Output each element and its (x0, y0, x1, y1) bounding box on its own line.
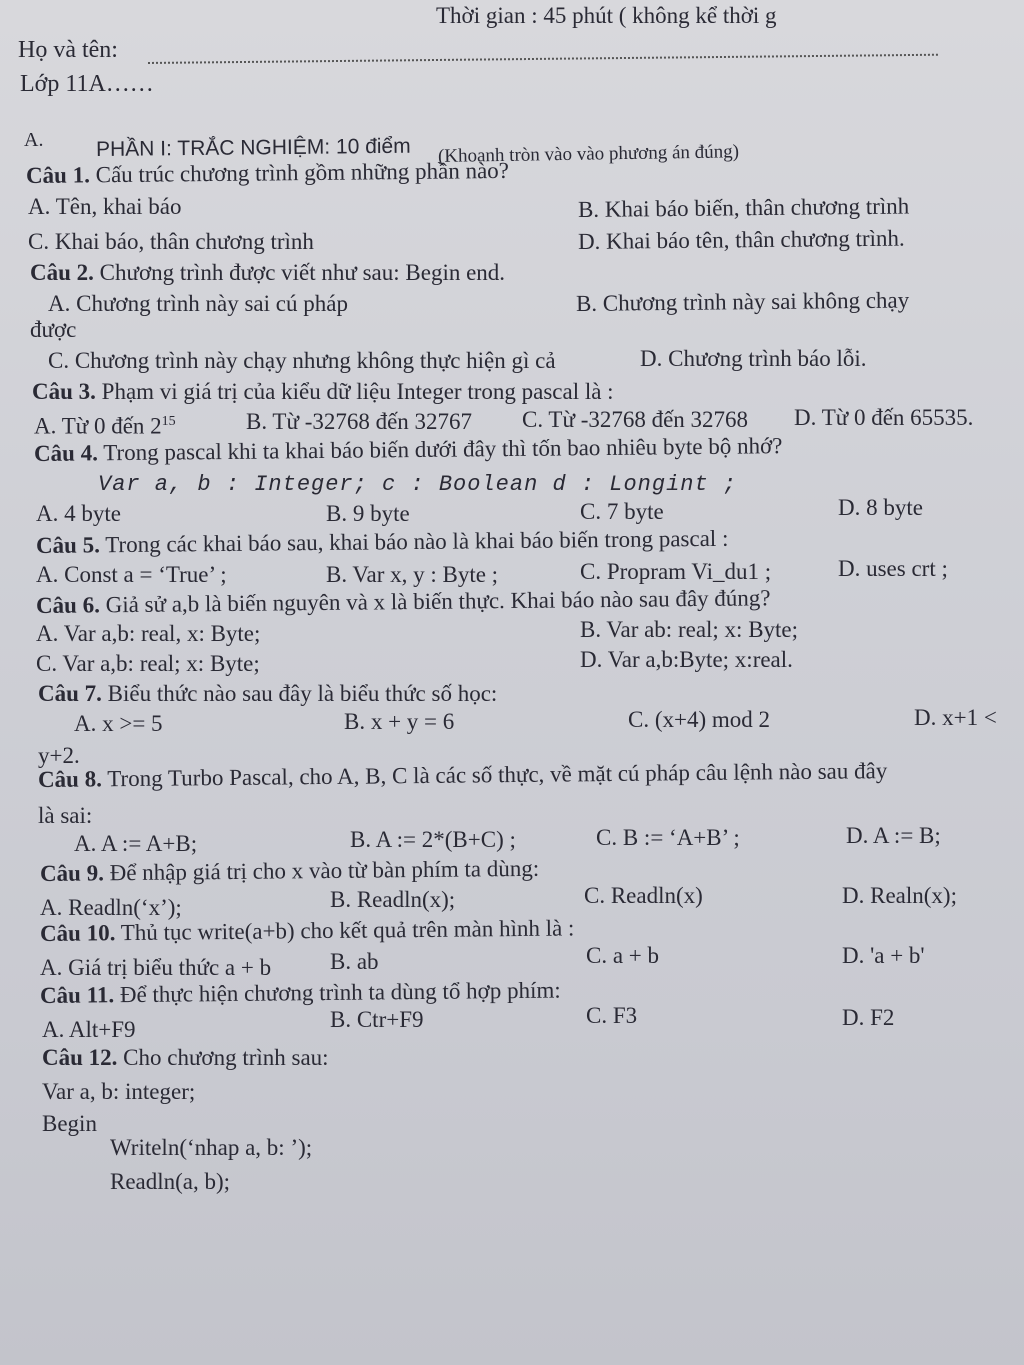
question-number: Câu 6. (35, 592, 101, 618)
q6-option-b: B. Var ab: real; x: Byte; (580, 617, 799, 642)
class-label: Lớp 11A…… (20, 71, 154, 97)
question-12 (42, 1044, 329, 1072)
q9-option-b: B. Readln(x); (330, 887, 456, 912)
q2-option-b: B. Chương trình này sai không chạy (575, 287, 910, 316)
section-letter: A. (24, 129, 44, 151)
q3-option-c: C. Từ -32768 đến 32768 (522, 407, 749, 432)
exponent: 15 (161, 414, 176, 429)
code-line: Begin (42, 1111, 97, 1136)
question-text: Để nhập giá trị cho x vào từ bàn phím ta dùng: (109, 855, 540, 886)
question-text: Chương trình được viết như sau: Begin end. (99, 260, 506, 285)
exam-time: Thời gian : 45 phút ( không kể thời g (436, 3, 777, 28)
q9-option-c: C. Readln(x) (584, 883, 703, 908)
q2-option-a: A. Chương trình này sai cú pháp (48, 291, 348, 316)
q10-option-a: A. Giá trị biểu thức a + b (40, 955, 272, 980)
q7-option-c: C. (x+4) mod 2 (628, 707, 771, 732)
q3-option-d: D. Từ 0 đến 65535. (794, 405, 974, 430)
q8-option-a: A. A := A+B; (74, 831, 198, 856)
q7-option-a: A. x >= 5 (74, 711, 163, 736)
q11-option-a: A. Alt+F9 (42, 1017, 136, 1042)
q3-option-b: B. Từ -32768 đến 32767 (246, 409, 473, 434)
section-note: (Khoanh tròn vào vào phương án đúng) (437, 141, 740, 167)
code-line: Readln(a, b); (110, 1169, 231, 1194)
q5-option-a: A. Const a = ‘True’ ; (36, 562, 227, 587)
code-line: Writeln(‘nhap a, b: ’); (110, 1135, 313, 1160)
question-7 (38, 680, 497, 708)
question-text: Cho chương trình sau: (123, 1045, 329, 1070)
question-number: Câu 7. (38, 681, 102, 706)
q5-option-d: D. uses crt ; (838, 556, 948, 581)
q2-option-d: D. Chương trình báo lỗi. (640, 346, 867, 371)
q1-option-d: D. Khai báo tên, thân chương trình. (577, 225, 905, 254)
question-text: Cấu trúc chương trình gồm những phần nào? (95, 157, 510, 188)
question-1 (26, 157, 509, 190)
question-number: Câu 9. (39, 860, 105, 886)
q7-option-d: D. x+1 < (914, 705, 997, 730)
q3-option-a: A. Từ 0 đến $2^{15}$ (34, 413, 176, 439)
q6-option-a: A. Var a,b: real, x: Byte; (36, 621, 261, 646)
q1-option-c: C. Khai báo, thân chương trình (28, 229, 314, 254)
question-text: Biểu thức nào sau đây là biểu thức số học: (107, 681, 498, 706)
question-number: Câu 5. (35, 532, 101, 558)
question-text: Giả sử a,b là biến nguyên và x là biến thực. Khai báo nào sau đây đúng? (105, 585, 771, 618)
question-5 (36, 525, 729, 560)
question-text: Thủ tục write(a+b) cho kết quả trên màn hình là : (120, 915, 575, 946)
q1-option-b: B. Khai báo biến, thân chương trình (577, 193, 910, 222)
q4-option-a: A. 4 byte (36, 501, 121, 526)
q11-option-b: B. Ctr+F9 (330, 1007, 424, 1032)
q2-option-c: C. Chương trình này chạy nhưng không thực hiện gì cả (48, 348, 556, 373)
question-number: Câu 12. (42, 1045, 118, 1070)
question-3 (32, 378, 614, 406)
name-blank-line (148, 54, 938, 64)
question-8-cont: là sai: (38, 803, 93, 828)
q4-option-c: C. 7 byte (580, 499, 664, 524)
question-text: Trong pascal khi ta khai báo biến dưới đây thì tốn bao nhiêu byte bộ nhớ? (103, 433, 783, 466)
q7-option-d-cont: y+2. (38, 743, 80, 768)
question-number: Câu 3. (32, 379, 96, 404)
q10-option-c: C. a + b (586, 943, 660, 968)
question-number: Câu 11. (39, 982, 115, 1008)
question-number: Câu 8. (37, 766, 103, 792)
question-text: Trong các khai báo sau, khai báo nào là khai báo biến trong pascal : (105, 525, 729, 558)
q8-option-b: B. A := 2*(B+C) ; (350, 827, 516, 852)
question-number: Câu 1. (25, 162, 91, 188)
question-9 (40, 855, 540, 888)
question-text: Phạm vi giá trị của kiểu dữ liệu Integer trong pascal là : (101, 379, 614, 404)
q8-option-d: D. A := B; (846, 823, 941, 848)
q2-option-b-cont: được (30, 317, 77, 342)
section-title: PHẦN I: TRẮC NGHIỆM: 10 điểm (95, 134, 411, 161)
question-text: Để thực hiện chương trình ta dùng tổ hợp phím: (119, 977, 561, 1008)
q4-option-d: D. 8 byte (838, 495, 923, 520)
q4-code: Var a, b : Integer; c : Boolean d : Longint ; (98, 472, 738, 497)
q5-option-c: C. Propram Vi_du1 ; (580, 559, 772, 584)
q11-option-c: C. F3 (586, 1003, 638, 1028)
code-line: Var a, b: integer; (42, 1079, 196, 1104)
q9-option-a: A. Readln(‘x’); (40, 895, 182, 920)
q9-option-d: D. Realn(x); (842, 883, 957, 908)
question-number: Câu 4. (33, 440, 99, 466)
question-10 (40, 914, 575, 948)
q7-option-b: B. x + y = 6 (344, 709, 455, 734)
q8-option-c: C. B := ‘A+B’ ; (596, 825, 740, 850)
question-number: Câu 2. (30, 260, 94, 285)
question-text: Trong Turbo Pascal, cho A, B, C là các số thực, về mặt cú pháp câu lệnh nào sau đây (107, 758, 888, 792)
q10-option-d: D. 'a + b' (842, 943, 925, 968)
question-8 (38, 757, 888, 794)
q1-option-a: A. Tên, khai báo (28, 194, 182, 219)
question-number: Câu 10. (39, 920, 116, 946)
q10-option-b: B. ab (330, 949, 379, 974)
q6-option-c: C. Var a,b: real; x: Byte; (36, 651, 260, 676)
question-11 (40, 977, 561, 1010)
student-name-label: Họ và tên: (18, 37, 118, 63)
q11-option-d: D. F2 (842, 1005, 895, 1030)
question-2 (30, 259, 505, 287)
q6-option-d: D. Var a,b:Byte; x:real. (580, 647, 793, 672)
question-6 (36, 584, 771, 620)
q4-option-b: B. 9 byte (326, 501, 410, 526)
q5-option-b: B. Var x, y : Byte ; (326, 562, 499, 587)
